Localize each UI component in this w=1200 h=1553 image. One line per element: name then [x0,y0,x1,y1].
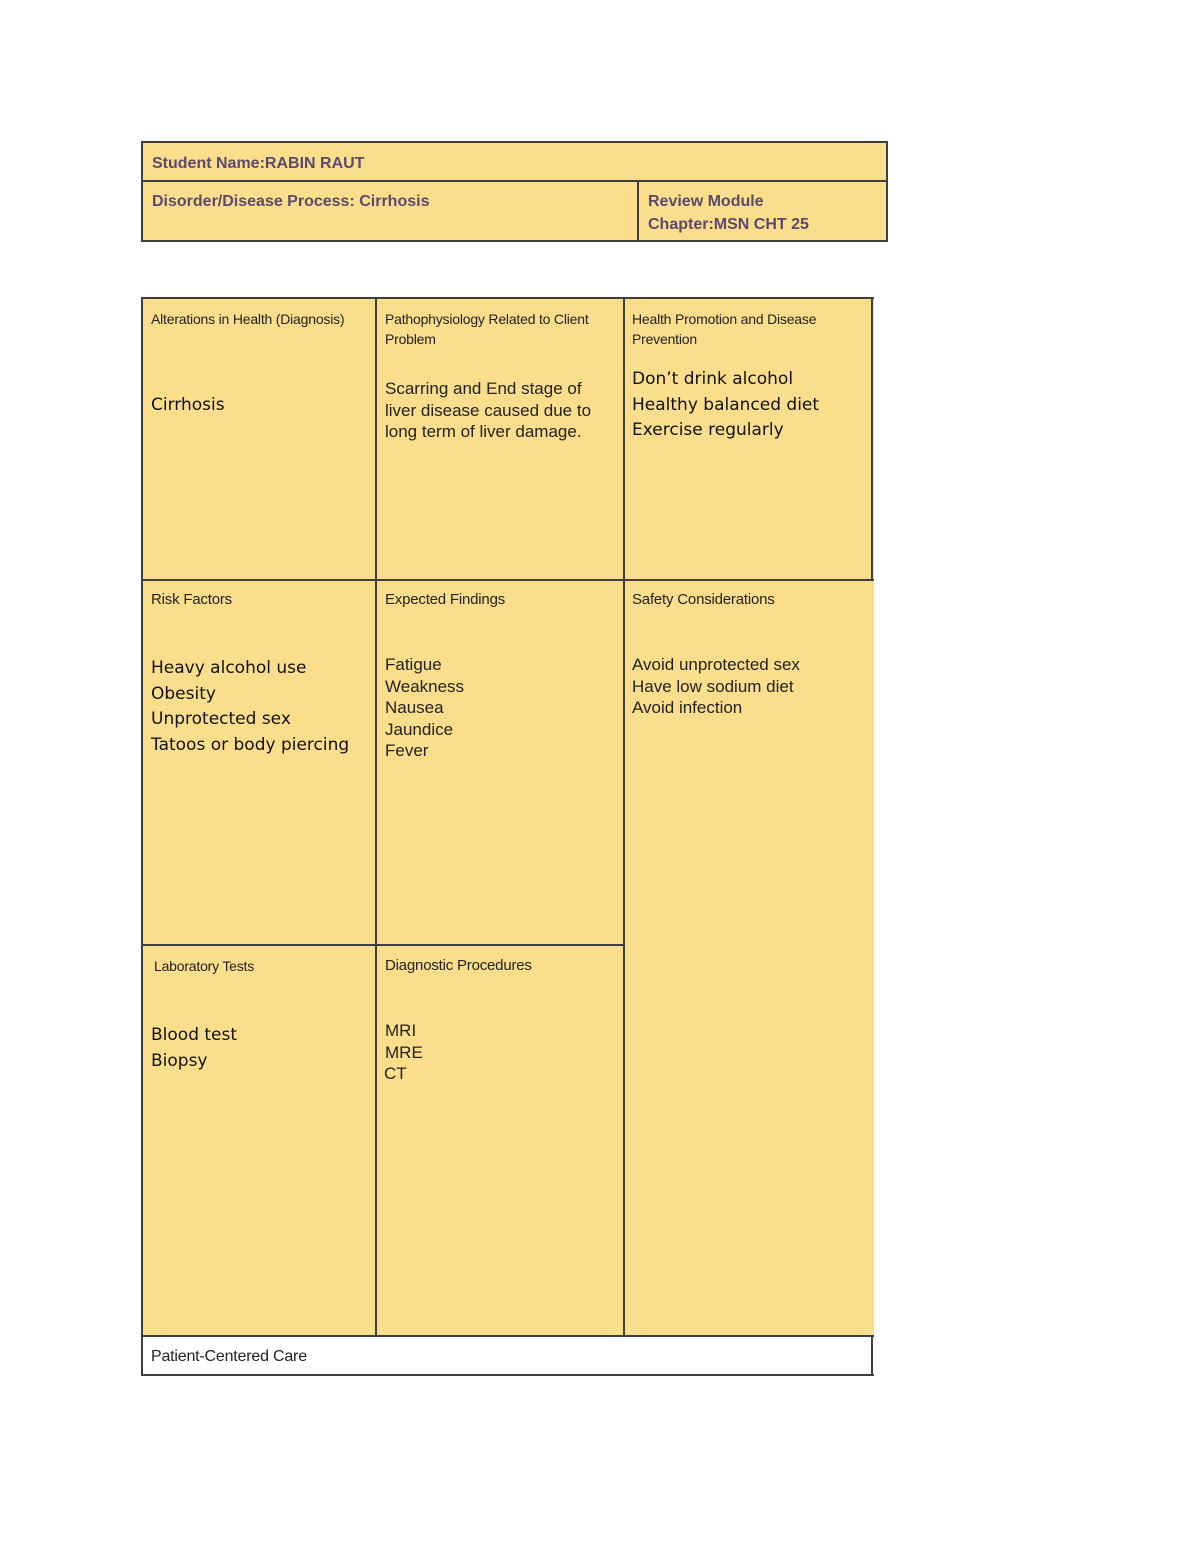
list-item: Unprotected sex [151,709,291,729]
list-item: Biopsy [151,1050,208,1071]
list-item: Nausea [385,698,444,717]
pathophysiology-text: Scarring and End stage of liver disease caused due to long term of liver damage. [385,379,592,441]
list-item: Obesity [151,683,216,704]
grid-line [375,297,377,1337]
risk-factors-title: Risk Factors [151,591,232,608]
list-item: MRE [385,1042,423,1062]
review-module-line: Review Module [648,193,764,210]
expected-findings-list [385,654,617,762]
grid-line [623,297,625,1337]
alterations-list [151,393,373,419]
risk-factors-cell [151,590,373,758]
grid-line [871,297,873,581]
disorder-label: Disorder/Disease Process: Cirrhosis [152,193,430,210]
alterations-cell [151,309,373,419]
grid-line [141,1374,874,1376]
diagnostic-procedures-cell [385,956,617,1085]
grid-line [871,1335,873,1376]
list-item: Fatigue [385,655,442,674]
review-module-cell [637,180,888,242]
expected-findings-title: Expected Findings [385,591,506,608]
lab-tests-cell [151,956,373,1074]
grid-line [141,579,874,581]
list-item: Avoid unprotected sex [632,655,800,674]
list-item: Exercise regularly [632,420,784,440]
grid-line [141,944,625,946]
expected-findings-cell [385,590,617,762]
list-item: Blood test [151,1025,238,1045]
student-name: Student Name:RABIN RAUT [152,155,365,172]
list-item: Tatoos or body piercing [151,734,350,755]
list-item: MRI [385,1021,417,1040]
pathophysiology-cell [385,309,617,443]
disorder-cell [141,180,640,242]
review-module-label [648,190,809,236]
health-promotion-list [632,367,868,444]
diagnostic-procedures-list [385,1020,617,1085]
list-item: Weakness [385,676,465,696]
list-item: Heavy alcohol use [151,658,307,678]
review-module-chapter: Chapter:MSN CHT 25 [648,216,809,233]
grid-line [141,1335,874,1337]
list-item: Avoid infection [632,698,743,717]
lab-tests-list [151,1023,373,1074]
health-promotion-cell [632,309,868,444]
grid-line [141,297,143,1376]
safety-cell [632,590,868,719]
grid-line [141,297,874,299]
list-item: CT [384,1064,407,1083]
grid-background [141,297,874,1337]
safety-title: Safety Considerations [632,591,775,608]
pathophysiology-title: Pathophysiology Related to Client Problem [385,311,589,347]
lab-tests-title: Laboratory Tests [154,958,255,974]
list-item: Jaundice [385,719,454,739]
risk-factors-list [151,656,373,758]
list-item: Healthy balanced diet [632,394,820,415]
patient-centered-care-title: Patient-Centered Care [151,1348,307,1365]
student-name-cell [141,141,888,182]
list-item: Cirrhosis [151,395,225,415]
safety-list [632,654,868,719]
list-item: Don’t drink alcohol [632,369,794,389]
health-promotion-title: Health Promotion and Disease Prevention [632,311,817,347]
list-item: Have low sodium diet [632,676,794,696]
alterations-title: Alterations in Health (Diagnosis) [151,311,345,327]
list-item: Fever [385,741,429,760]
diagnostic-procedures-title: Diagnostic Procedures [385,957,532,974]
